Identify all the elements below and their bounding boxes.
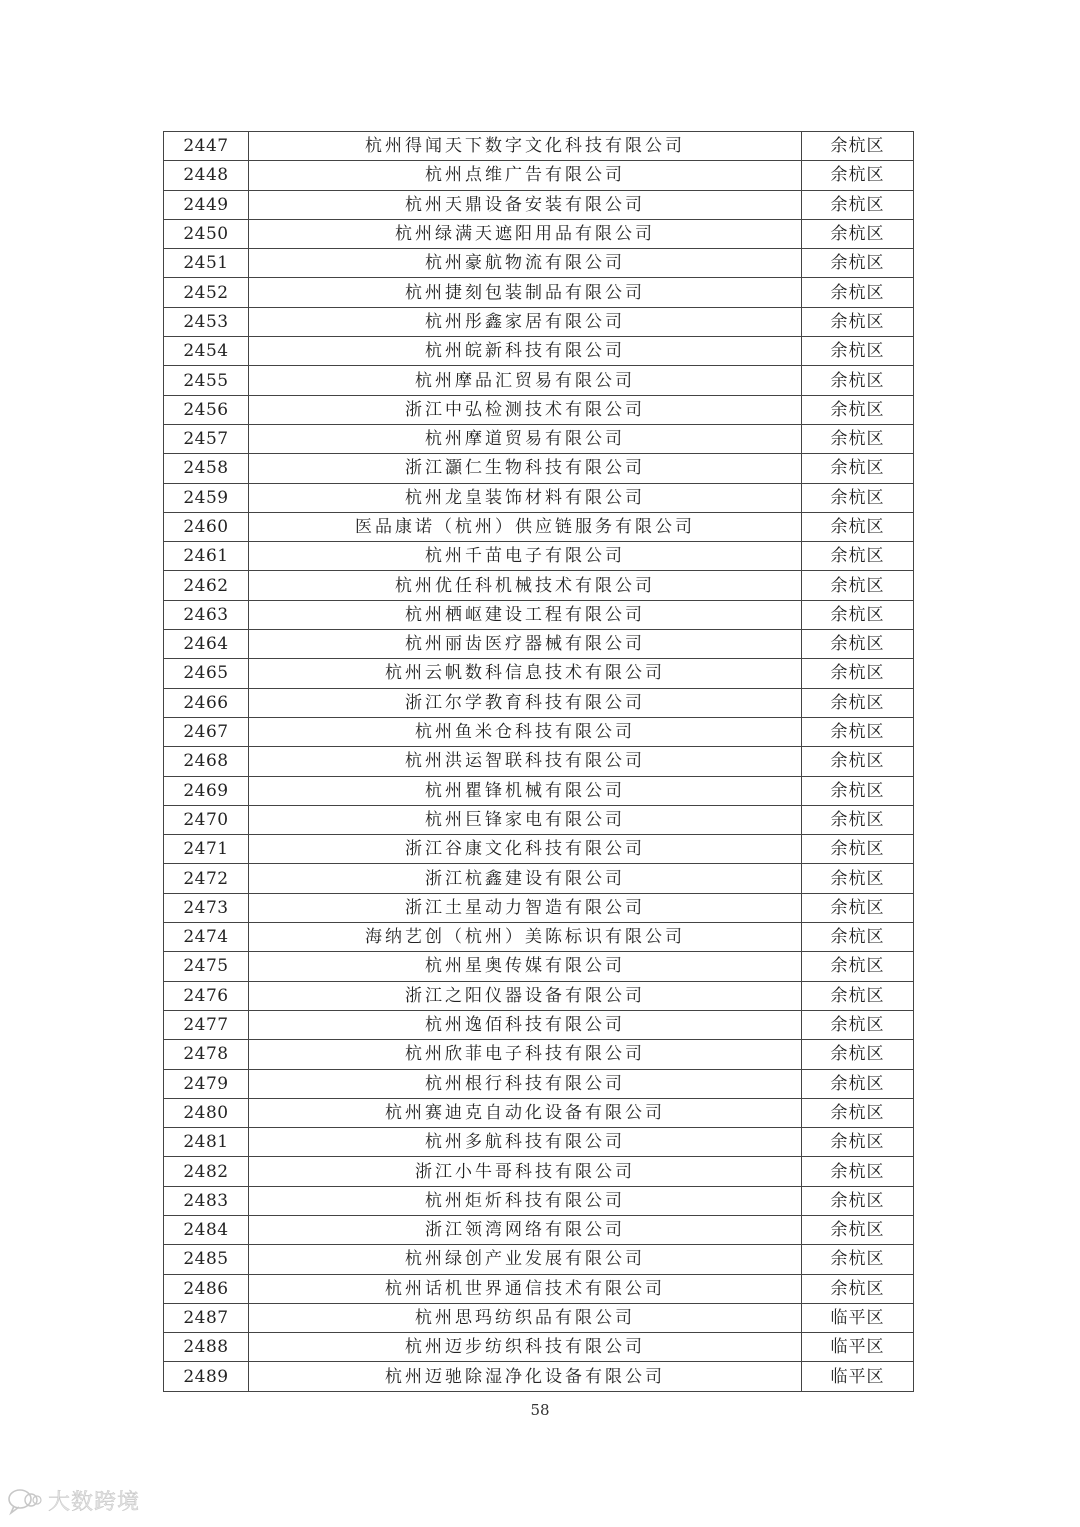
row-number-cell: 2485 <box>164 1245 249 1274</box>
district-cell: 余杭区 <box>802 717 914 746</box>
table-row <box>164 747 914 776</box>
company-name-cell: 浙江中弘检测技术有限公司 <box>249 395 802 424</box>
company-name-cell: 杭州洪运智联科技有限公司 <box>249 747 802 776</box>
row-number-cell: 2476 <box>164 981 249 1010</box>
district-cell: 余杭区 <box>802 249 914 278</box>
company-name-cell: 杭州彤鑫家居有限公司 <box>249 307 802 336</box>
row-number-cell: 2453 <box>164 307 249 336</box>
row-number-cell: 2450 <box>164 219 249 248</box>
table-row <box>164 893 914 922</box>
company-name-cell: 浙江之阳仪器设备有限公司 <box>249 981 802 1010</box>
district-cell: 余杭区 <box>802 307 914 336</box>
district-cell: 余杭区 <box>802 190 914 219</box>
district-cell: 余杭区 <box>802 1245 914 1274</box>
table-row <box>164 805 914 834</box>
company-name-cell: 杭州天鼎设备安装有限公司 <box>249 190 802 219</box>
watermark <box>6 1485 140 1516</box>
row-number-cell: 2469 <box>164 776 249 805</box>
company-name-cell: 浙江杭鑫建设有限公司 <box>249 864 802 893</box>
row-number-cell: 2468 <box>164 747 249 776</box>
table-row <box>164 923 914 952</box>
company-name-cell: 杭州摩道贸易有限公司 <box>249 424 802 453</box>
table-body <box>164 132 914 1392</box>
district-cell: 余杭区 <box>802 952 914 981</box>
district-cell: 余杭区 <box>802 571 914 600</box>
row-number-cell: 2475 <box>164 952 249 981</box>
table-row <box>164 366 914 395</box>
table-row <box>164 219 914 248</box>
table-row <box>164 512 914 541</box>
row-number-cell: 2478 <box>164 1040 249 1069</box>
company-name-cell: 杭州丽齿医疗器械有限公司 <box>249 630 802 659</box>
table-row <box>164 161 914 190</box>
table-row <box>164 249 914 278</box>
district-cell: 余杭区 <box>802 542 914 571</box>
district-cell: 余杭区 <box>802 923 914 952</box>
company-name-cell: 杭州龙皇装饰材料有限公司 <box>249 483 802 512</box>
row-number-cell: 2484 <box>164 1215 249 1244</box>
table-row <box>164 190 914 219</box>
table-row <box>164 981 914 1010</box>
row-number-cell: 2454 <box>164 337 249 366</box>
row-number-cell: 2486 <box>164 1274 249 1303</box>
company-name-cell: 浙江小牛哥科技有限公司 <box>249 1157 802 1186</box>
row-number-cell: 2479 <box>164 1069 249 1098</box>
district-cell: 余杭区 <box>802 1098 914 1127</box>
company-name-cell: 杭州炬炘科技有限公司 <box>249 1186 802 1215</box>
company-name-cell: 杭州点维广告有限公司 <box>249 161 802 190</box>
table-row <box>164 1215 914 1244</box>
table-row <box>164 542 914 571</box>
row-number-cell: 2472 <box>164 864 249 893</box>
row-number-cell: 2460 <box>164 512 249 541</box>
page-number: 58 <box>530 1401 550 1419</box>
row-number-cell: 2488 <box>164 1333 249 1362</box>
district-cell: 余杭区 <box>802 512 914 541</box>
district-cell: 余杭区 <box>802 424 914 453</box>
row-number-cell: 2474 <box>164 923 249 952</box>
table-row <box>164 483 914 512</box>
company-name-cell: 杭州摩品汇贸易有限公司 <box>249 366 802 395</box>
district-cell: 余杭区 <box>802 659 914 688</box>
table-row <box>164 571 914 600</box>
row-number-cell: 2457 <box>164 424 249 453</box>
company-name-cell: 杭州根行科技有限公司 <box>249 1069 802 1098</box>
row-number-cell: 2477 <box>164 1010 249 1039</box>
district-cell: 余杭区 <box>802 454 914 483</box>
table-row <box>164 600 914 629</box>
table-row <box>164 1333 914 1362</box>
row-number-cell: 2459 <box>164 483 249 512</box>
row-number-cell: 2471 <box>164 835 249 864</box>
district-cell: 余杭区 <box>802 981 914 1010</box>
company-name-cell: 杭州绿创产业发展有限公司 <box>249 1245 802 1274</box>
table-row <box>164 424 914 453</box>
row-number-cell: 2481 <box>164 1128 249 1157</box>
district-cell: 余杭区 <box>802 1040 914 1069</box>
company-name-cell: 杭州云帆数科信息技术有限公司 <box>249 659 802 688</box>
company-name-cell: 杭州绿满天遮阳用品有限公司 <box>249 219 802 248</box>
table-row <box>164 1157 914 1186</box>
table-row <box>164 1069 914 1098</box>
table-row <box>164 864 914 893</box>
row-number-cell: 2462 <box>164 571 249 600</box>
company-name-cell: 杭州多航科技有限公司 <box>249 1128 802 1157</box>
district-cell: 临平区 <box>802 1362 914 1391</box>
company-name-cell: 杭州捷刻包装制品有限公司 <box>249 278 802 307</box>
company-name-cell: 浙江尔学教育科技有限公司 <box>249 688 802 717</box>
district-cell: 余杭区 <box>802 1186 914 1215</box>
watermark-text: 大数跨境 <box>48 1490 141 1515</box>
table-row <box>164 132 914 161</box>
row-number-cell: 2470 <box>164 805 249 834</box>
company-name-cell: 浙江灝仁生物科技有限公司 <box>249 454 802 483</box>
district-cell: 余杭区 <box>802 864 914 893</box>
table-row <box>164 1010 914 1039</box>
company-name-cell: 浙江土星动力智造有限公司 <box>249 893 802 922</box>
table-row <box>164 1098 914 1127</box>
row-number-cell: 2465 <box>164 659 249 688</box>
district-cell: 临平区 <box>802 1333 914 1362</box>
company-name-cell: 杭州逸佰科技有限公司 <box>249 1010 802 1039</box>
company-name-cell: 杭州栖岖建设工程有限公司 <box>249 600 802 629</box>
table-row <box>164 1128 914 1157</box>
company-name-cell: 杭州思玛纺织品有限公司 <box>249 1303 802 1332</box>
row-number-cell: 2466 <box>164 688 249 717</box>
district-cell: 余杭区 <box>802 219 914 248</box>
table-row <box>164 1186 914 1215</box>
company-list-table <box>163 131 914 1392</box>
table-row <box>164 337 914 366</box>
company-name-cell: 医品康诺（杭州）供应链服务有限公司 <box>249 512 802 541</box>
district-cell: 余杭区 <box>802 337 914 366</box>
row-number-cell: 2461 <box>164 542 249 571</box>
district-cell: 余杭区 <box>802 776 914 805</box>
row-number-cell: 2464 <box>164 630 249 659</box>
district-cell: 余杭区 <box>802 132 914 161</box>
district-cell: 临平区 <box>802 1303 914 1332</box>
table-row <box>164 1245 914 1274</box>
row-number-cell: 2489 <box>164 1362 249 1391</box>
company-name-cell: 杭州欣菲电子科技有限公司 <box>249 1040 802 1069</box>
table-row <box>164 659 914 688</box>
table-row <box>164 1303 914 1332</box>
district-cell: 余杭区 <box>802 835 914 864</box>
company-name-cell: 浙江谷康文化科技有限公司 <box>249 835 802 864</box>
district-cell: 余杭区 <box>802 1157 914 1186</box>
company-name-cell: 杭州巨锋家电有限公司 <box>249 805 802 834</box>
table-row <box>164 835 914 864</box>
district-cell: 余杭区 <box>802 893 914 922</box>
row-number-cell: 2473 <box>164 893 249 922</box>
company-name-cell: 杭州优任科机械技术有限公司 <box>249 571 802 600</box>
row-number-cell: 2456 <box>164 395 249 424</box>
company-name-cell: 杭州迈驰除湿净化设备有限公司 <box>249 1362 802 1391</box>
row-number-cell: 2487 <box>164 1303 249 1332</box>
table-row <box>164 395 914 424</box>
row-number-cell: 2452 <box>164 278 249 307</box>
row-number-cell: 2451 <box>164 249 249 278</box>
company-name-cell: 浙江领湾网络有限公司 <box>249 1215 802 1244</box>
company-name-cell: 杭州瞿锋机械有限公司 <box>249 776 802 805</box>
district-cell: 余杭区 <box>802 805 914 834</box>
table-row <box>164 688 914 717</box>
district-cell: 余杭区 <box>802 600 914 629</box>
row-number-cell: 2480 <box>164 1098 249 1127</box>
district-cell: 余杭区 <box>802 366 914 395</box>
row-number-cell: 2455 <box>164 366 249 395</box>
company-name-cell: 杭州迈步纺织科技有限公司 <box>249 1333 802 1362</box>
table-row <box>164 630 914 659</box>
table-row <box>164 1274 914 1303</box>
district-cell: 余杭区 <box>802 483 914 512</box>
district-cell: 余杭区 <box>802 1274 914 1303</box>
company-name-cell: 杭州赛迪克自动化设备有限公司 <box>249 1098 802 1127</box>
row-number-cell: 2483 <box>164 1186 249 1215</box>
district-cell: 余杭区 <box>802 688 914 717</box>
row-number-cell: 2458 <box>164 454 249 483</box>
table-row <box>164 307 914 336</box>
row-number-cell: 2482 <box>164 1157 249 1186</box>
company-name-cell: 杭州鱼米仓科技有限公司 <box>249 717 802 746</box>
row-number-cell: 2449 <box>164 190 249 219</box>
company-name-cell: 杭州得闻天下数字文化科技有限公司 <box>249 132 802 161</box>
chat-bubble-logo-icon <box>6 1486 42 1516</box>
table-row <box>164 454 914 483</box>
district-cell: 余杭区 <box>802 630 914 659</box>
row-number-cell: 2447 <box>164 132 249 161</box>
district-cell: 余杭区 <box>802 278 914 307</box>
company-name-cell: 杭州千苗电子有限公司 <box>249 542 802 571</box>
district-cell: 余杭区 <box>802 161 914 190</box>
table-row <box>164 1040 914 1069</box>
company-name-cell: 杭州皖新科技有限公司 <box>249 337 802 366</box>
row-number-cell: 2448 <box>164 161 249 190</box>
company-name-cell: 杭州星奥传媒有限公司 <box>249 952 802 981</box>
row-number-cell: 2463 <box>164 600 249 629</box>
district-cell: 余杭区 <box>802 1128 914 1157</box>
company-name-cell: 海纳艺创（杭州）美陈标识有限公司 <box>249 923 802 952</box>
district-cell: 余杭区 <box>802 1010 914 1039</box>
table-row <box>164 278 914 307</box>
district-cell: 余杭区 <box>802 395 914 424</box>
table-row <box>164 717 914 746</box>
district-cell: 余杭区 <box>802 1215 914 1244</box>
row-number-cell: 2467 <box>164 717 249 746</box>
table-row <box>164 1362 914 1391</box>
district-cell: 余杭区 <box>802 1069 914 1098</box>
company-name-cell: 杭州话机世界通信技术有限公司 <box>249 1274 802 1303</box>
district-cell: 余杭区 <box>802 747 914 776</box>
table-row <box>164 952 914 981</box>
company-name-cell: 杭州豪航物流有限公司 <box>249 249 802 278</box>
table-row <box>164 776 914 805</box>
